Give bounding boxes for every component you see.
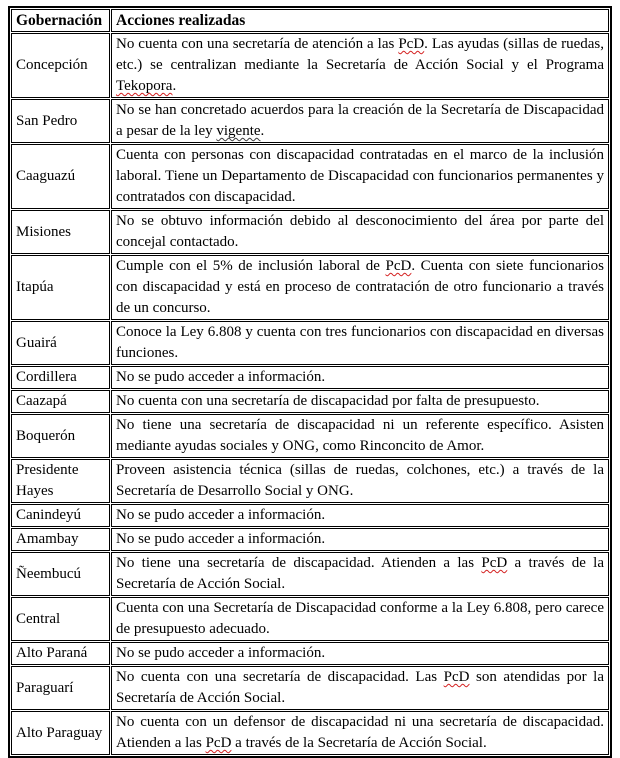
action-cell: [111, 642, 609, 665]
action-text: a través de la Secretaría de Acción Social.: [231, 735, 487, 751]
action-cell: [111, 33, 609, 98]
action-text: a través de la Secretaría de Acción Social.: [116, 555, 604, 592]
action-text: No se pudo acceder a información.: [116, 507, 326, 523]
gov-cell: Caaguazú: [11, 144, 110, 209]
action-cell: [111, 144, 609, 209]
action-text: No cuenta con una secretaría de discapacidad. Las: [116, 669, 444, 685]
action-cell: [111, 366, 609, 389]
column-header-gobernacion: Gobernación: [11, 9, 110, 32]
action-cell: [111, 99, 609, 143]
gov-cell: Concepción: [11, 33, 110, 98]
action-text: Cuenta con personas con discapacidad contratadas en el marco de la inclusión laboral. Tiene un Departamento de Discapacidad con funcionarios permanentes y contratados con discapacidad.: [116, 147, 604, 205]
table-row: [11, 255, 609, 320]
table-row: [11, 711, 609, 755]
table-row: [11, 99, 609, 143]
gov-cell: Itapúa: [11, 255, 110, 320]
gov-cell: Caazapá: [11, 390, 110, 413]
gov-cell: Paraguarí: [11, 666, 110, 710]
table-row: [11, 210, 609, 254]
table-row: [11, 528, 609, 551]
table-row: [11, 642, 609, 665]
gov-cell: Boquerón: [11, 414, 110, 458]
gov-cell: Cordillera: [11, 366, 110, 389]
gov-cell: Misiones: [11, 210, 110, 254]
gov-cell: Ñeembucú: [11, 552, 110, 596]
action-cell: [111, 459, 609, 503]
action-cell: [111, 711, 609, 755]
table-row: [11, 459, 609, 503]
governorates-actions-table: [8, 6, 612, 758]
table-row: [11, 390, 609, 413]
action-text: .: [172, 78, 177, 94]
gov-cell: Guairá: [11, 321, 110, 365]
table-row: [11, 144, 609, 209]
action-text: No cuenta con una secretaría de atención a las: [116, 36, 399, 52]
action-text: No se pudo acceder a información.: [116, 531, 326, 547]
action-cell: [111, 528, 609, 551]
action-cell: [111, 414, 609, 458]
header-row: [11, 9, 609, 32]
action-text: . Cuenta con siete funcionarios con discapacidad y está en proceso de contratación de otro funcionario a través de un concurso.: [116, 258, 604, 316]
spellcheck-underlined-word: vigente: [216, 123, 261, 139]
table-row: [11, 33, 609, 98]
action-text: son atendidas por la Secretaría de Acción Social.: [116, 669, 604, 706]
table-row: [11, 666, 609, 710]
table-row: [11, 414, 609, 458]
action-text: No cuenta con una secretaría de discapacidad por falta de presupuesto.: [116, 393, 540, 409]
action-cell: [111, 597, 609, 641]
table-row: [11, 321, 609, 365]
action-cell: [111, 666, 609, 710]
action-text: Conoce la Ley 6.808 y cuenta con tres funcionarios con discapacidad en diversas funciones.: [116, 324, 604, 361]
action-text: No cuenta con un defensor de discapacidad ni una secretaría de discapacidad. Atienden a las: [116, 714, 604, 751]
gov-cell: Amambay: [11, 528, 110, 551]
gov-cell: Presidente Hayes: [11, 459, 110, 503]
gov-cell: Alto Paraná: [11, 642, 110, 665]
action-text: No se obtuvo información debido al desconocimiento del área por parte del concejal contactado.: [116, 213, 604, 250]
gov-cell: Alto Paraguay: [11, 711, 110, 755]
table-body: [11, 33, 609, 755]
action-text: . Las ayudas (sillas de ruedas, etc.) se centralizan mediante la Secretaría de Acción Social y el Programa: [116, 36, 605, 73]
spellcheck-underlined-word: PcD: [385, 258, 412, 274]
table-row: [11, 504, 609, 527]
action-cell: [111, 210, 609, 254]
spellcheck-underlined-word: PcD: [443, 669, 470, 685]
gov-cell: San Pedro: [11, 99, 110, 143]
table-row: [11, 366, 609, 389]
action-text: No se pudo acceder a información.: [116, 645, 326, 661]
action-cell: [111, 321, 609, 365]
spellcheck-underlined-word: Tekopora: [116, 78, 173, 94]
action-text: Cumple con el 5% de inclusión laboral de: [116, 258, 386, 274]
action-cell: [111, 390, 609, 413]
gov-cell: Central: [11, 597, 110, 641]
action-text: Proveen asistencia técnica (sillas de ruedas, colchones, etc.) a través de la Secretaría de Desarrollo Social y ONG.: [116, 462, 604, 499]
gov-cell: Canindeyú: [11, 504, 110, 527]
table-row: [11, 552, 609, 596]
action-text: No tiene una secretaría de discapacidad ni un referente específico. Asisten mediante ayudas sociales y ONG, como Rinconcito de Amor.: [116, 417, 604, 454]
spellcheck-underlined-word: PcD: [398, 36, 425, 52]
action-text: No tiene una secretaría de discapacidad. Atienden a las: [116, 555, 482, 571]
action-cell: [111, 552, 609, 596]
action-cell: [111, 504, 609, 527]
action-text: No se pudo acceder a información.: [116, 369, 326, 385]
table-row: [11, 597, 609, 641]
action-text: .: [260, 123, 265, 139]
spellcheck-underlined-word: PcD: [481, 555, 508, 571]
action-text: Cuenta con una Secretaría de Discapacidad conforme a la Ley 6.808, pero carece de presupuesto adecuado.: [116, 600, 604, 637]
action-cell: [111, 255, 609, 320]
spellcheck-underlined-word: PcD: [205, 735, 232, 751]
column-header-acciones-realizadas: Acciones realizadas: [111, 9, 609, 32]
action-text: No se han concretado acuerdos para la creación de la Secretaría de Discapacidad a pesar de la ley: [116, 102, 604, 139]
